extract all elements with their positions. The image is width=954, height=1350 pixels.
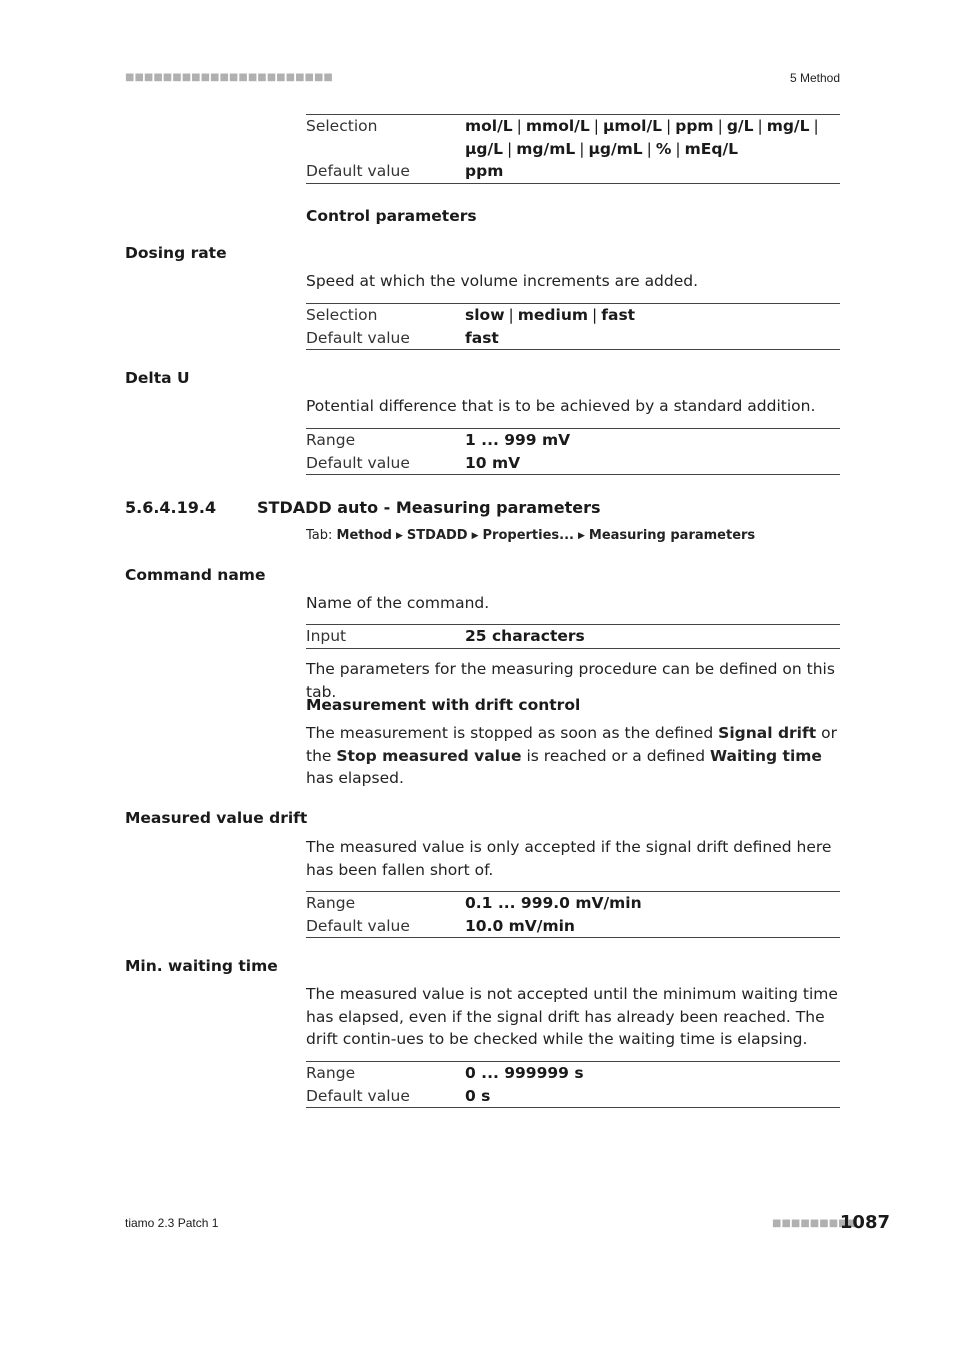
table-row [306,452,840,475]
units-table [306,114,840,184]
text: The measurement is stopped as soon as the defined [306,724,719,742]
row-key: Range [306,431,356,449]
min-waiting-time-label: Min. waiting time [125,957,278,975]
row-value: 1 ... 999 mV [465,431,571,449]
unit-selection: mol/L | mmol/L | µmol/L | ppm | g/L | mg/L | µg/L | mg/mL | µg/mL | % | mEq/L [465,117,819,158]
dosing-rate-label: Dosing rate [125,244,227,262]
footer-decoration: ■■■■■■■■■ [772,1218,858,1229]
table-row [306,1085,840,1108]
row-key: Default value [306,916,410,935]
unit-option: µmol/L [602,117,662,135]
emphasis: Stop measured value [336,746,522,765]
table-row [306,915,840,938]
tab-path-item: Method [336,528,392,543]
unit-option: g/L [726,117,754,135]
text: is reached or a defined [521,746,710,765]
row-key: Range [306,894,356,912]
unit-option: mg/mL [516,139,576,158]
delta-u-table [306,428,840,475]
unit-option: µg/mL [588,139,643,158]
table-row [306,892,840,915]
unit-option: % [655,139,672,158]
triangle-right-icon: ▶ [471,531,479,541]
row-key: Default value [306,1086,410,1105]
table-row [306,115,840,160]
drift-control-heading: Measurement with drift control [306,696,581,714]
unit-option: µg/L [465,139,504,158]
table-row [306,429,840,452]
option: medium [517,306,589,324]
row-key: Default value [306,453,410,472]
table-row [306,327,840,350]
dosing-rate-table [306,303,840,350]
header-decoration: ■■■■■■■■■■■■■■■■■■■■■■ [125,72,333,83]
table-row [306,304,840,327]
control-parameters-heading: Control parameters [306,207,477,225]
row-value: ppm [465,162,504,180]
tab-path-item: Properties... [482,528,574,543]
unit-option: mg/L [766,117,810,135]
row-key: Range [306,1064,356,1082]
unit-option: mEq/L [684,139,739,158]
delta-u-label: Delta U [125,369,190,387]
emphasis: Signal drift [718,724,817,742]
table-row [306,160,840,183]
unit-option: mmol/L [525,117,590,135]
row-key: Input [306,627,347,645]
row-value: 10.0 mV/min [465,916,575,935]
row-key: Selection [306,117,378,135]
delta-u-description: Potential difference that is to be achieved by a standard addition. [306,397,816,415]
dosing-rate-description: Speed at which the volume increments are added. [306,272,699,290]
tab-path [306,528,755,543]
table-row [306,1062,840,1085]
text: or the [306,724,837,765]
intro-paragraph: The parameters for the measuring procedure can be defined on this tab. [306,660,835,701]
row-value: 25 characters [465,627,585,645]
row-value: fast [465,328,499,347]
text: has elapsed. [306,769,404,787]
tab-path-item: Measuring parameters [588,528,756,543]
tab-prefix: Tab: [306,528,333,543]
unit-option: mol/L [465,117,513,135]
row-value: 0.1 ... 999.0 mV/min [465,894,642,912]
emphasis: Waiting time [709,746,822,765]
min-waiting-time-description: The measured value is not accepted until the minimum waiting time has elapsed, even if the signal drift has already been reached. The drift contin-ues to be checked while the waiting time is elapsing. [306,985,838,1048]
footer-product: tiamo 2.3 Patch 1 [125,1216,219,1230]
dosing-rate-selection: slow | medium | fast [465,306,636,324]
command-name-label: Command name [125,566,266,584]
measured-value-drift-table [306,891,840,938]
chapter-title: 5 Method [789,71,840,85]
option: slow [465,306,505,324]
row-key: Default value [306,162,410,180]
triangle-right-icon: ▶ [396,531,403,541]
measured-value-drift-description: The measured value is only accepted if the signal drift defined here has been fallen short of. [306,838,832,879]
command-name-table [306,624,840,649]
row-key: Selection [306,306,378,324]
drift-control-paragraph [306,722,840,790]
option: fast [601,306,636,324]
row-value: 0 ... 999999 s [465,1064,584,1082]
command-name-description: Name of the command. [306,594,490,612]
page-number: 1087 [839,1212,890,1233]
row-value: 10 mV [465,453,521,472]
row-key: Default value [306,328,410,347]
section-number: 5.6.4.19.4 [125,498,217,517]
triangle-right-icon: ▶ [577,531,585,541]
table-row [306,625,840,648]
section-title: STDADD auto - Measuring parameters [257,498,601,517]
tab-path-item: STDADD [406,528,468,543]
row-value: 0 s [465,1086,491,1105]
min-waiting-time-table [306,1061,840,1108]
unit-option: ppm [675,117,714,135]
measured-value-drift-label: Measured value drift [125,809,308,827]
